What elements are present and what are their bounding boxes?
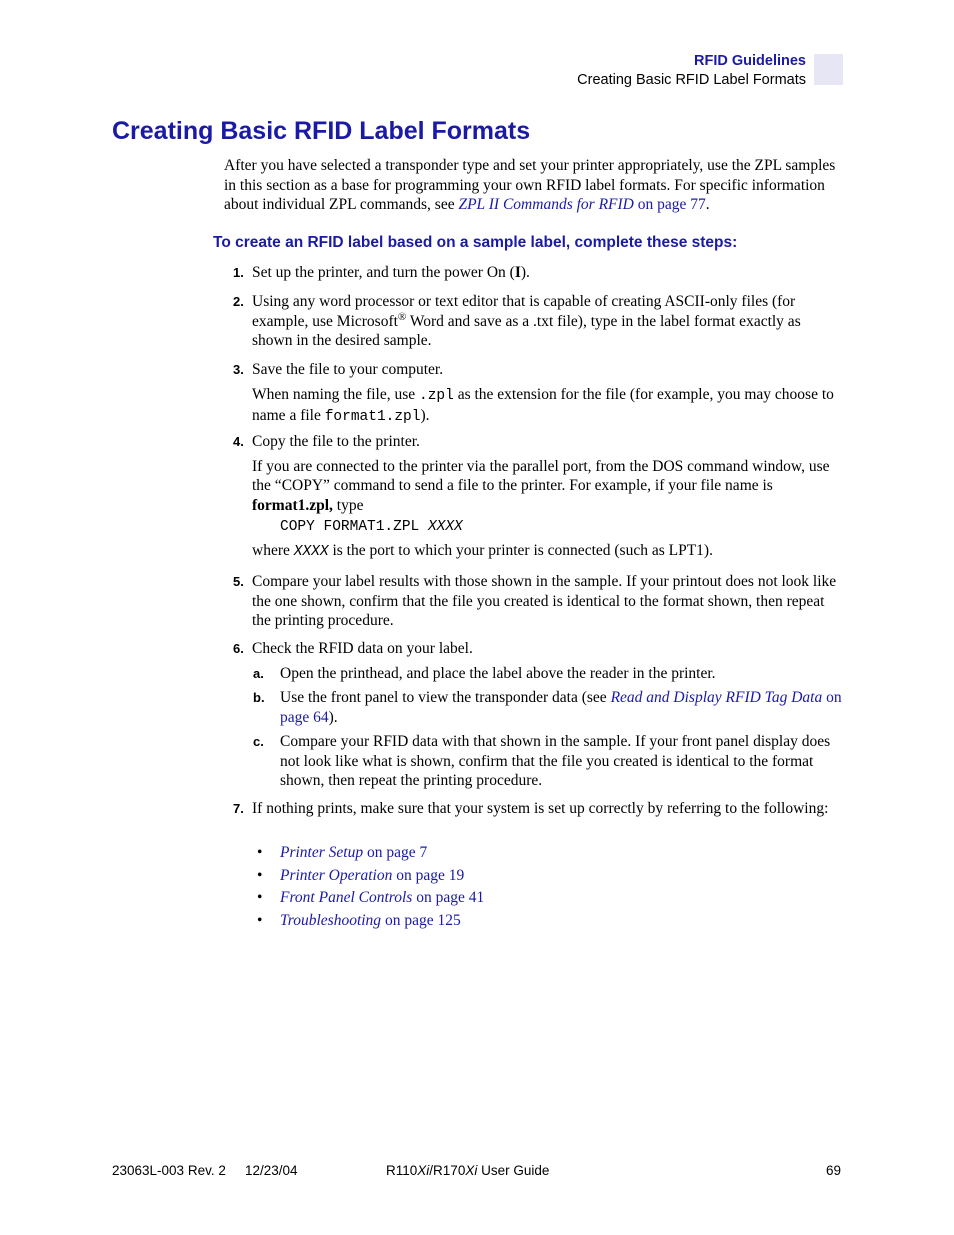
step-6b: b. Use the front panel to view the transponder data (see Read and Display RFID Tag Data on page 64). xyxy=(253,689,842,726)
read-display-rfid-link[interactable]: Read and Display RFID Tag Data on page 64 xyxy=(280,689,842,726)
bullet-icon: • xyxy=(257,867,263,884)
step-number: 4. xyxy=(233,434,244,449)
step-2: 2. Using any word processor or text editor that is capable of creating ASCII-only files (for example, use Microsoft® Word and save as a .txt file), type in the label format exactly as shown in the desired sample. xyxy=(233,293,801,349)
running-header-section: Creating Basic RFID Label Formats xyxy=(577,72,806,88)
step-6a: a. Open the printhead, and place the label above the reader in the printer. xyxy=(253,665,716,682)
intro-paragraph: After you have selected a transponder type and set your printer appropriately, use the ZPL samples in this section as a base for programming your own RFID label formats. For specific information about individual ZPL commands, see ZPL II Commands for RFID on page 77. xyxy=(224,157,836,213)
front-panel-controls-link[interactable]: Front Panel Controls on page 41 xyxy=(280,889,485,906)
bullet-icon: • xyxy=(257,844,263,861)
step-number: 2. xyxy=(233,294,244,309)
printer-setup-link[interactable]: Printer Setup on page 7 xyxy=(280,844,428,861)
footer-docnum: 23063L-003 Rev. 2 xyxy=(112,1163,226,1178)
step-6: 6. Check the RFID data on your label. a. Open the printhead, and place the label above the reader in the printer. b. Use the front panel to view the transponder data (see Read and Display RFID Tag Data on page 64). c. Compare your RFID data with that shown in the sample. If your front panel display does not look like what is shown, confirm that the file you created is identical to the format shown, then repeat the printing procedure. xyxy=(233,640,842,789)
footer-guide-title: R110Xi/R170Xi User Guide xyxy=(386,1163,550,1178)
step-3: 3. Save the file to your computer. When naming the file, use .zpl as the extension for the file (for example, you may choose to name a file format1.zpl). xyxy=(233,361,834,425)
step-4: 4. Copy the file to the printer. If you are connected to the printer via the parallel port, from the DOS command window, use the “COPY” command to send a file to the printer. For example, if your file name is format1.zpl, type COPY FORMAT1.ZPL XXXX where XXXX is the port to which your printer is connected (such as LPT1). xyxy=(252,432,842,563)
footer-date: 12/23/04 xyxy=(245,1163,298,1178)
body-content xyxy=(213,156,842,929)
bullet-icon: • xyxy=(257,912,263,929)
procedure-heading: To create an RFID label based on a sample label, complete these steps: xyxy=(213,234,738,251)
bullet-item xyxy=(257,911,461,931)
zpl-commands-link[interactable]: ZPL II Commands for RFID on page 77 xyxy=(458,196,706,213)
page-number: 69 xyxy=(826,1163,842,1178)
step-number: 3. xyxy=(233,362,244,377)
step-number: 7. xyxy=(233,801,244,816)
step-7: 7. If nothing prints, make sure that your system is set up correctly by referring to the following: • Printer Setup on page 7 • Printer Operation on page 19 • Front Panel Controls on page 41 • Troubleshooting on page 125 xyxy=(233,800,829,929)
step-5: 5. Compare your label results with those shown in the sample. If your printout does not look like the one shown, confirm that the file you created is identical to the format shown, then repeat the printing procedure. xyxy=(233,573,837,629)
bullet-item xyxy=(257,888,485,908)
troubleshooting-link[interactable]: Troubleshooting on page 125 xyxy=(280,912,461,929)
running-header-chapter: RFID Guidelines xyxy=(694,53,806,69)
chapter-tab xyxy=(814,54,843,85)
command-example: COPY FORMAT1.ZPL XXXX xyxy=(280,519,463,535)
step-number: 6. xyxy=(233,641,244,656)
step-number: 5. xyxy=(233,574,244,589)
step-6c: c. Compare your RFID data with that shown in the sample. If your front panel display does not look like what is shown, confirm that the file you created is identical to the format shown, then repeat the printing procedure. xyxy=(253,733,831,789)
bullet-item xyxy=(257,866,465,886)
bullet-item xyxy=(257,843,428,863)
printer-operation-link[interactable]: Printer Operation on page 19 xyxy=(280,867,465,884)
page-title: Creating Basic RFID Label Formats xyxy=(112,117,531,145)
step-1: 1. Set up the printer, and turn the power On (I). xyxy=(233,264,530,281)
bullet-icon: • xyxy=(257,889,263,906)
step-number: 1. xyxy=(233,265,244,280)
